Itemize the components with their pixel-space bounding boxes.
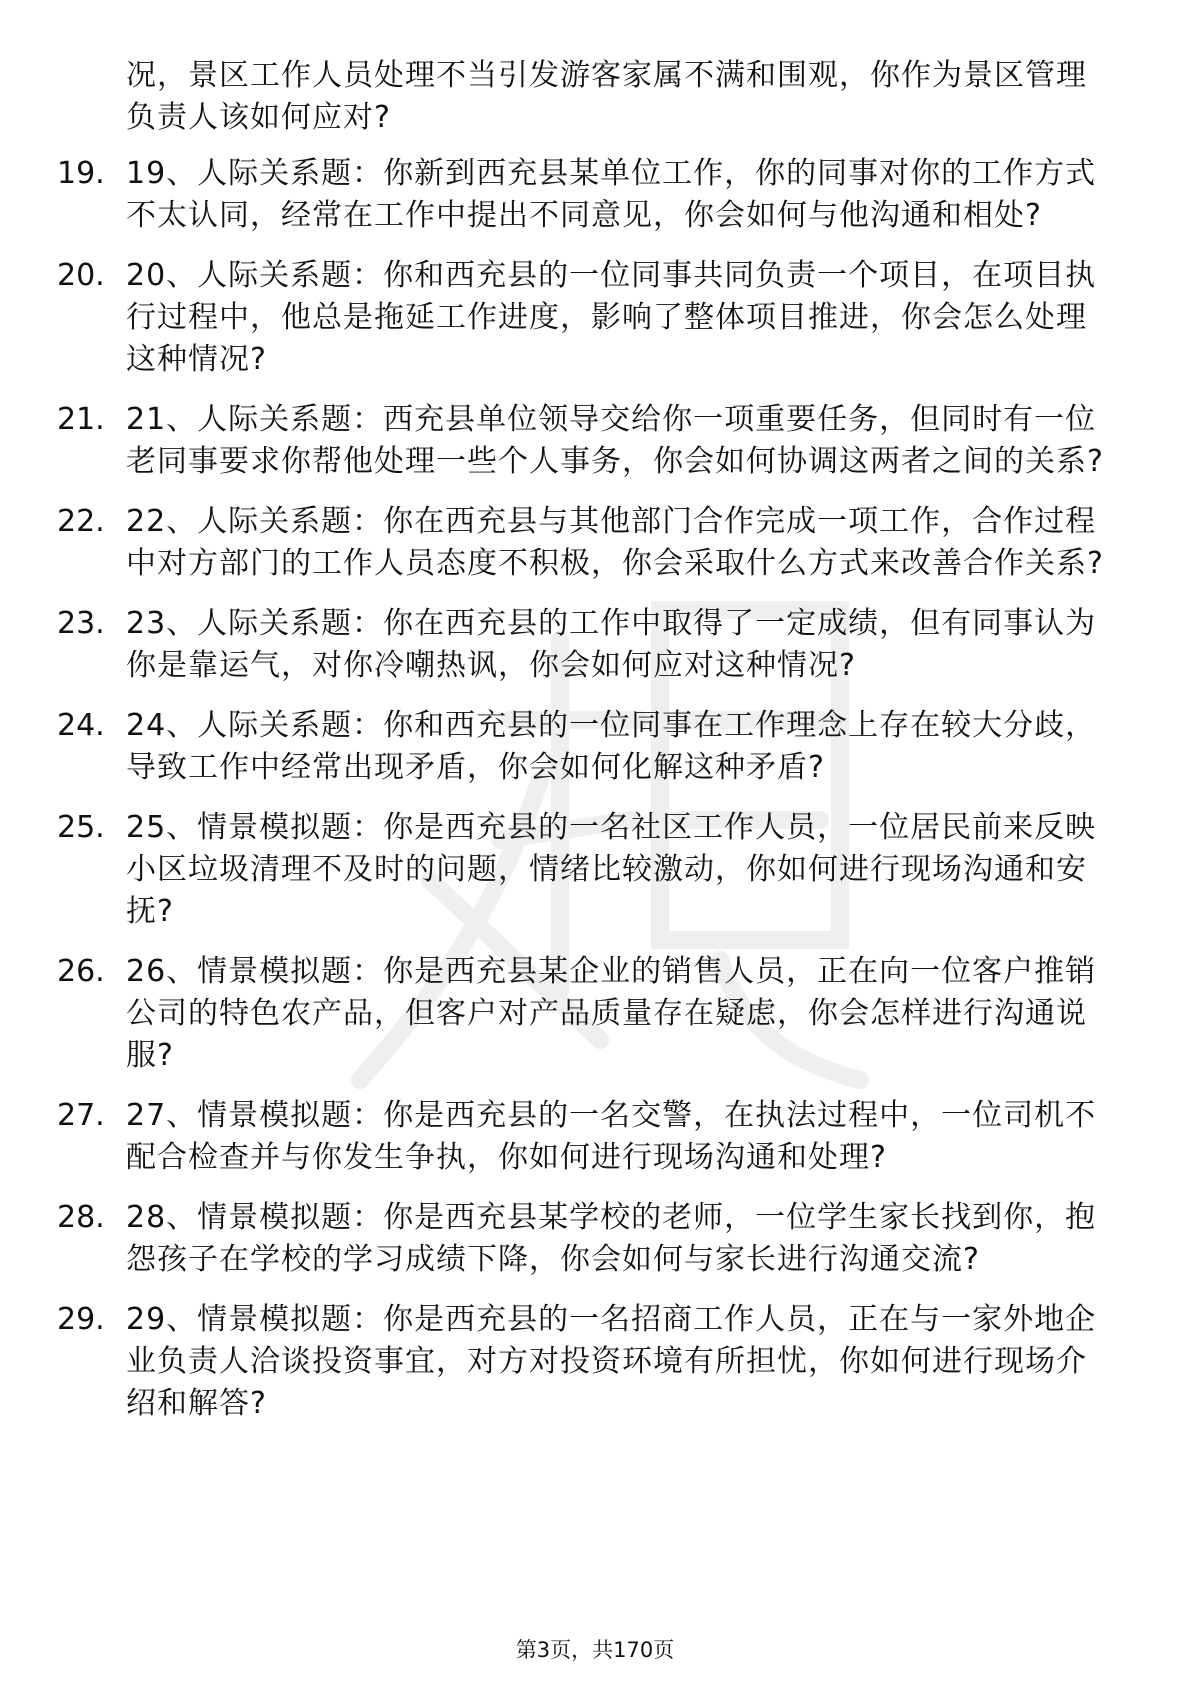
question-text: 28、情景模拟题：你是西充县某学校的老师，一位学生家长找到你，抱怨孩子在学校的学习成绩下降，你会如何与家长进行沟通交流?: [126, 1200, 1097, 1277]
question-text: 19、人际关系题：你新到西充县某单位工作，你的同事对你的工作方式不太认同，经常在工作中提出不同意见，你会如何与他沟通和相处?: [126, 156, 1097, 233]
question-number: 20.: [57, 258, 105, 293]
question-number: 27.: [57, 1098, 105, 1133]
question-number: 29.: [57, 1302, 105, 1337]
list-item: [0, 951, 1190, 1077]
question-text: 22、人际关系题：你在西充县与其他部门合作完成一项工作，合作过程中对方部门的工作人员态度不积极，你会采取什么方式来改善合作关系?: [126, 504, 1104, 581]
list-item: [0, 807, 1190, 933]
question-number: 24.: [57, 708, 105, 743]
question-number: 23.: [57, 606, 105, 641]
question-number: 26.: [57, 954, 105, 989]
list-item: [0, 1095, 1190, 1179]
list-item: [0, 153, 1190, 237]
question-number: 21.: [57, 402, 105, 437]
continued-question-text: 况，景区工作人员处理不当引发游客家属不满和围观，你作为景区管理负责人该如何应对?: [126, 58, 1087, 135]
page-footer: 第3页，共170页: [515, 1638, 675, 1662]
question-text: 20、人际关系题：你和西充县的一位同事共同负责一个项目，在项目执行过程中，他总是拖延工作进度，影响了整体项目推进，你会怎么处理这种情况?: [126, 258, 1097, 377]
question-text: 25、情景模拟题：你是西充县的一名社区工作人员，一位居民前来反映小区垃圾清理不及时的问题，情绪比较激动，你如何进行现场沟通和安抚?: [126, 810, 1097, 929]
question-list: [0, 153, 1190, 1443]
list-item: [0, 501, 1190, 585]
list-item: [0, 603, 1190, 687]
question-text: 26、情景模拟题：你是西充县某企业的销售人员，正在向一位客户推销公司的特色农产品，但客户对产品质量存在疑虑，你会怎样进行沟通说服?: [126, 954, 1097, 1073]
list-item: [0, 705, 1190, 789]
question-text: 21、人际关系题：西充县单位领导交给你一项重要任务，但同时有一位老同事要求你帮他处理一些个人事务，你会如何协调这两者之间的关系?: [126, 402, 1104, 479]
question-number: 19.: [57, 156, 105, 191]
question-number: 22.: [57, 504, 105, 539]
list-item: [0, 399, 1190, 483]
question-text: 29、情景模拟题：你是西充县的一名招商工作人员，正在与一家外地企业负责人洽谈投资事宜，对方对投资环境有所担忧，你如何进行现场介绍和解答?: [126, 1302, 1097, 1421]
question-number: 28.: [57, 1200, 105, 1235]
list-item: [0, 1299, 1190, 1425]
question-number: 25.: [57, 810, 105, 845]
list-item: [0, 1197, 1190, 1281]
list-item: [0, 255, 1190, 381]
question-text: 24、人际关系题：你和西充县的一位同事在工作理念上存在较大分歧，导致工作中经常出现矛盾，你会如何化解这种矛盾?: [126, 708, 1097, 785]
question-text: 23、人际关系题：你在西充县的工作中取得了一定成绩，但有同事认为你是靠运气，对你冷嘲热讽，你会如何应对这种情况?: [126, 606, 1097, 683]
question-text: 27、情景模拟题：你是西充县的一名交警，在执法过程中，一位司机不配合检查并与你发生争执，你如何进行现场沟通和处理?: [126, 1098, 1097, 1175]
